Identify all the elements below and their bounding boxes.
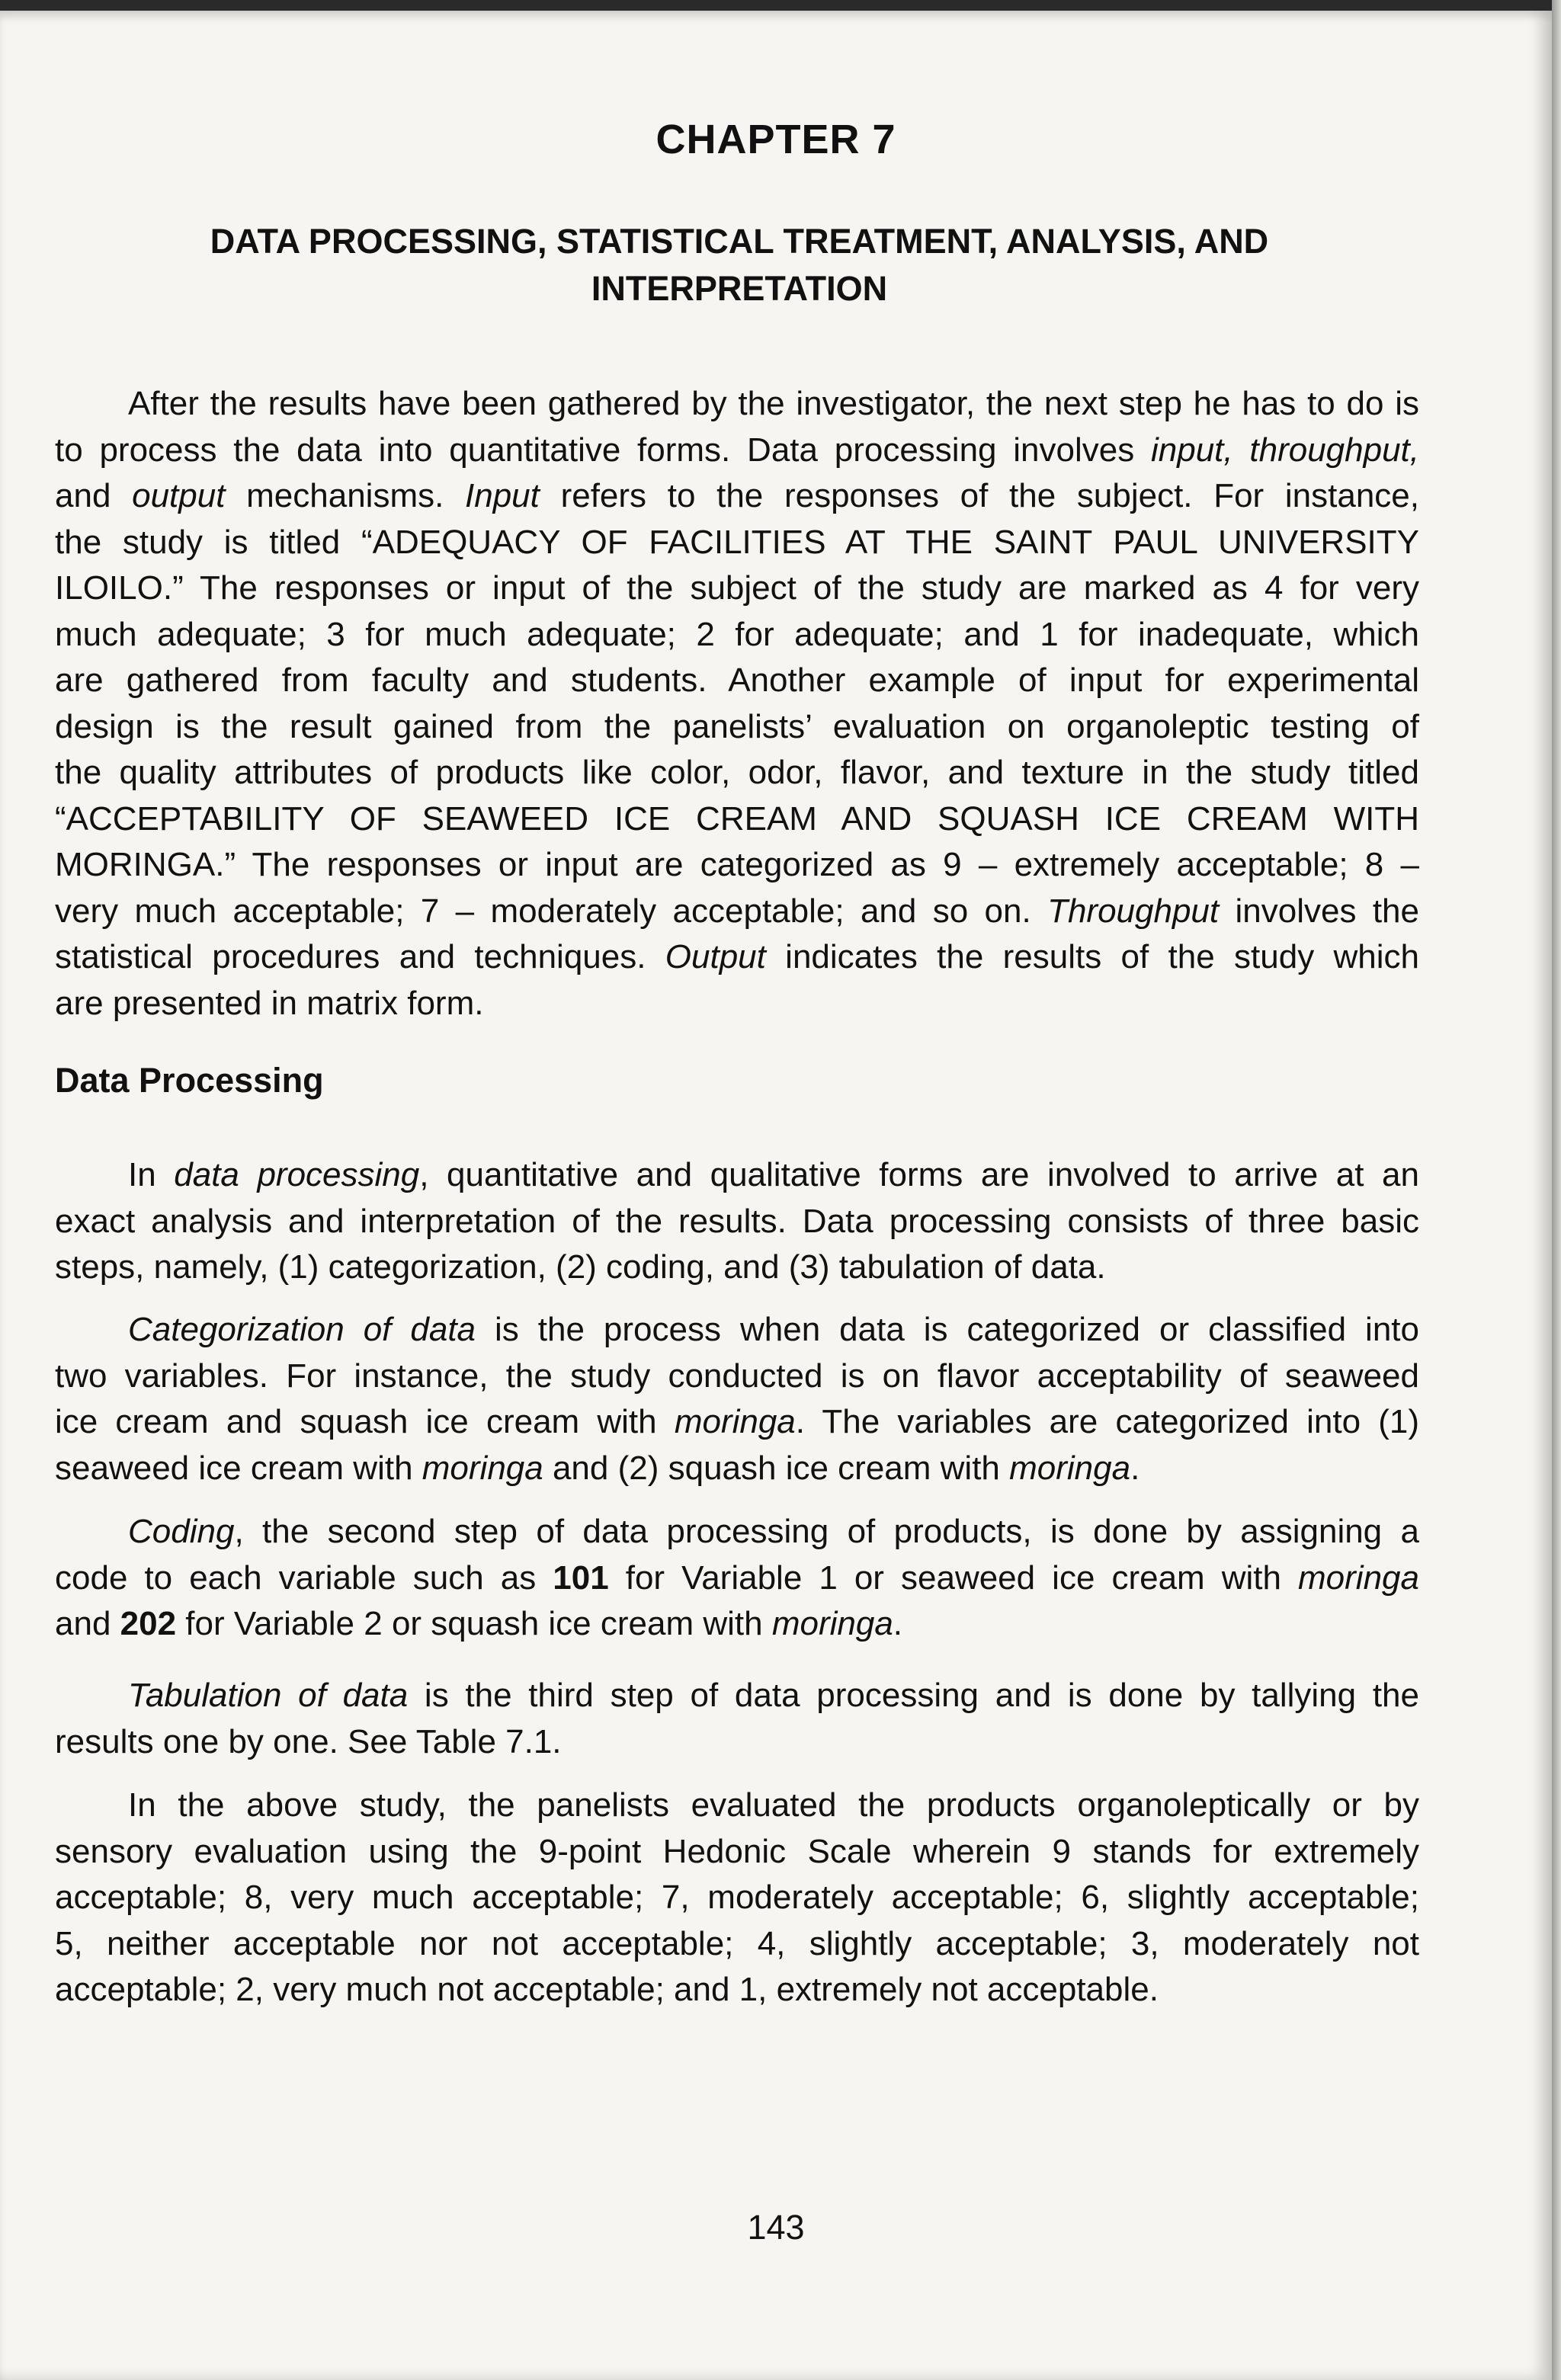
p5-line: Tabulation of data is the third step of data processing and is done by tallying the	[128, 1677, 1419, 1714]
p1-line: are gathered from faculty and students. Another example of input for experimental	[55, 661, 1419, 699]
p6-line: 5, neither acceptable nor not acceptable; 4, slightly acceptable; 3, moderately not	[55, 1924, 1419, 1962]
p1-line: design is the result gained from the panelists’ evaluation on organoleptic testing of	[55, 707, 1419, 745]
p6-line: sensory evaluation using the 9-point Hedonic Scale wherein 9 stands for extremely	[55, 1832, 1419, 1870]
paragraph-intro	[55, 381, 1419, 1027]
chapter-label: CHAPTER 7	[655, 117, 896, 162]
p2-line: In data processing, quantitative and qualitative forms are involved to arrive at an	[128, 1156, 1419, 1193]
book-page	[0, 11, 1552, 2380]
p6-line: In the above study, the panelists evaluated the products organoleptically or by	[128, 1786, 1419, 1824]
p6-line: acceptable; 2, very much not acceptable; and 1, extremely not acceptable.	[55, 1971, 1159, 2008]
paragraph-data-processing	[55, 1152, 1419, 1291]
p3-line: Categorization of data is the process when data is categorized or classified into	[128, 1311, 1419, 1348]
p4-line: code to each variable such as 101 for Variable 1 or seaweed ice cream with moringa	[55, 1558, 1419, 1597]
page-edge-shadow	[1552, 0, 1561, 2380]
p3-line: two variables. For instance, the study conducted is on flavor acceptability of seaweed	[55, 1357, 1419, 1395]
p2-line: exact analysis and interpretation of the results. Data processing consists of three basic	[55, 1202, 1419, 1240]
p1-line: ILOILO.” The responses or input of the subject of the study are marked as 4 for very	[55, 569, 1419, 607]
p6-line: acceptable; 8, very much acceptable; 7, moderately acceptable; 6, slightly acceptable;	[55, 1879, 1419, 1916]
p1-line: to process the data into quantitative forms. Data processing involves input, throughput,	[55, 431, 1419, 469]
paragraph-categorization	[55, 1307, 1419, 1491]
p1-line: much adequate; 3 for much adequate; 2 for adequate; and 1 for inadequate, which	[55, 615, 1419, 653]
p3-line: ice cream and squash ice cream with moringa. The variables are categorized into (1)	[55, 1403, 1419, 1440]
p1-line: are presented in matrix form.	[55, 984, 484, 1022]
p1-line: and output mechanisms. Input refers to the responses of the subject. For instance,	[55, 477, 1420, 514]
paragraph-hedonic-scale	[55, 1783, 1419, 2013]
section-heading-data-processing: Data Processing	[55, 1061, 324, 1100]
p1-line: statistical procedures and techniques. Output indicates the results of the study which	[55, 938, 1419, 975]
page-number: 143	[747, 2208, 805, 2247]
p1-line: After the results have been gathered by the investigator, the next step he has to do is	[128, 385, 1419, 422]
p1-line: very much acceptable; 7 – moderately acceptable; and so on. Throughput involves the	[55, 892, 1419, 930]
chapter-title-line-2: INTERPRETATION	[591, 269, 888, 308]
p1-line: the quality attributes of products like color, odor, flavor, and texture in the study titled	[55, 754, 1419, 791]
p4-line: Coding, the second step of data processing of products, is done by assigning a	[128, 1513, 1419, 1550]
p4-line: and 202 for Variable 2 or squash ice cream with moringa.	[55, 1605, 903, 1642]
chapter-title-line-1: DATA PROCESSING, STATISTICAL TREATMENT, ANALYSIS, AND	[210, 222, 1269, 261]
p5-line: results one by one. See Table 7.1.	[55, 1722, 562, 1760]
p3-line: seaweed ice cream with moringa and (2) squash ice cream with moringa.	[55, 1449, 1140, 1487]
chapter-title	[91, 218, 1387, 312]
paragraph-coding	[55, 1509, 1419, 1648]
p1-line: the study is titled “ADEQUACY OF FACILITIES AT THE SAINT PAUL UNIVERSITY	[55, 523, 1419, 561]
p2-line: steps, namely, (1) categorization, (2) coding, and (3) tabulation of data.	[55, 1248, 1106, 1286]
paragraph-tabulation	[55, 1673, 1419, 1765]
p1-line: MORINGA.” The responses or input are categorized as 9 – extremely acceptable; 8 –	[55, 846, 1419, 883]
p1-line: “ACCEPTABILITY OF SEAWEED ICE CREAM AND SQUASH ICE CREAM WITH	[55, 799, 1419, 838]
